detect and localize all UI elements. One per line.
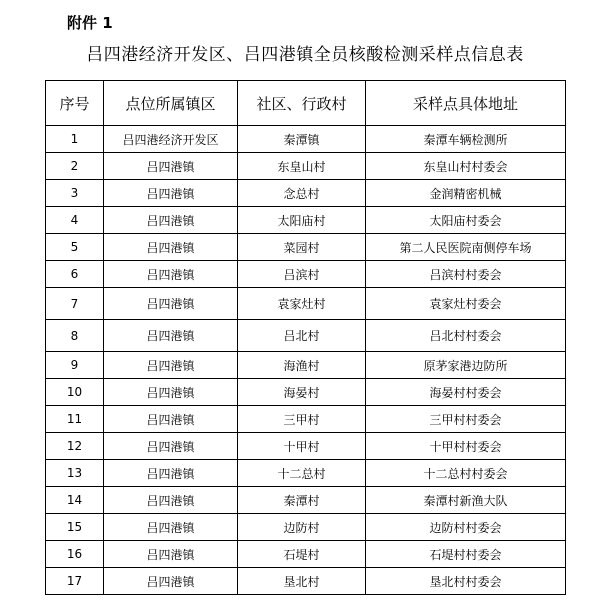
cell-address: 第二人民医院南侧停车场 xyxy=(366,234,566,261)
sampling-points-table xyxy=(45,80,566,595)
header-town: 点位所属镇区 xyxy=(104,81,238,126)
attachment-label: 附件 1 xyxy=(67,14,113,32)
cell-address: 垦北村村委会 xyxy=(366,568,566,595)
cell-town: 吕四港镇 xyxy=(104,379,238,406)
cell-village: 秦潭村 xyxy=(238,487,366,514)
cell-village: 东皇山村 xyxy=(238,153,366,180)
cell-index: 16 xyxy=(46,541,104,568)
table-row xyxy=(46,568,566,595)
table-row xyxy=(46,320,566,352)
header-address: 采样点具体地址 xyxy=(366,81,566,126)
cell-town: 吕四港镇 xyxy=(104,288,238,320)
cell-index: 9 xyxy=(46,352,104,379)
cell-town: 吕四港镇 xyxy=(104,153,238,180)
table-row xyxy=(46,261,566,288)
cell-address: 吕北村村委会 xyxy=(366,320,566,352)
cell-village: 吕北村 xyxy=(238,320,366,352)
cell-index: 5 xyxy=(46,234,104,261)
cell-village: 海晏村 xyxy=(238,379,366,406)
cell-address: 海晏村村委会 xyxy=(366,379,566,406)
header-index: 序号 xyxy=(46,81,104,126)
cell-town: 吕四港镇 xyxy=(104,460,238,487)
cell-address: 东皇山村村委会 xyxy=(366,153,566,180)
table-row xyxy=(46,288,566,320)
cell-village: 三甲村 xyxy=(238,406,366,433)
cell-index: 13 xyxy=(46,460,104,487)
table-row xyxy=(46,180,566,207)
cell-town: 吕四港镇 xyxy=(104,207,238,234)
cell-town: 吕四港镇 xyxy=(104,568,238,595)
cell-village: 十二总村 xyxy=(238,460,366,487)
cell-index: 2 xyxy=(46,153,104,180)
cell-town: 吕四港镇 xyxy=(104,433,238,460)
table-row xyxy=(46,379,566,406)
table-row xyxy=(46,541,566,568)
cell-index: 3 xyxy=(46,180,104,207)
cell-village: 十甲村 xyxy=(238,433,366,460)
table-row xyxy=(46,153,566,180)
cell-address: 秦潭车辆检测所 xyxy=(366,126,566,153)
cell-index: 8 xyxy=(46,320,104,352)
cell-village: 念总村 xyxy=(238,180,366,207)
cell-address: 秦潭村新渔大队 xyxy=(366,487,566,514)
document-title: 吕四港经济开发区、吕四港镇全员核酸检测采样点信息表 xyxy=(86,45,524,65)
table-row xyxy=(46,126,566,153)
cell-village: 石堤村 xyxy=(238,541,366,568)
cell-index: 17 xyxy=(46,568,104,595)
cell-index: 4 xyxy=(46,207,104,234)
cell-address: 金润精密机械 xyxy=(366,180,566,207)
cell-address: 原茅家港边防所 xyxy=(366,352,566,379)
cell-address: 边防村村委会 xyxy=(366,514,566,541)
cell-village: 袁家灶村 xyxy=(238,288,366,320)
cell-address: 三甲村村委会 xyxy=(366,406,566,433)
table-header-row xyxy=(46,81,566,126)
cell-index: 14 xyxy=(46,487,104,514)
cell-town: 吕四港镇 xyxy=(104,320,238,352)
cell-town: 吕四港镇 xyxy=(104,234,238,261)
cell-town: 吕四港镇 xyxy=(104,180,238,207)
cell-town: 吕四港镇 xyxy=(104,487,238,514)
table-row xyxy=(46,406,566,433)
cell-address: 十甲村村委会 xyxy=(366,433,566,460)
cell-index: 1 xyxy=(46,126,104,153)
cell-town: 吕四港镇 xyxy=(104,514,238,541)
cell-index: 15 xyxy=(46,514,104,541)
cell-village: 边防村 xyxy=(238,514,366,541)
table-row xyxy=(46,433,566,460)
cell-town: 吕四港经济开发区 xyxy=(104,126,238,153)
table-row xyxy=(46,207,566,234)
cell-address: 十二总村村委会 xyxy=(366,460,566,487)
cell-village: 菜园村 xyxy=(238,234,366,261)
table-row xyxy=(46,352,566,379)
table-row xyxy=(46,487,566,514)
cell-town: 吕四港镇 xyxy=(104,261,238,288)
cell-index: 7 xyxy=(46,288,104,320)
cell-village: 垦北村 xyxy=(238,568,366,595)
cell-address: 石堤村村委会 xyxy=(366,541,566,568)
cell-index: 11 xyxy=(46,406,104,433)
cell-town: 吕四港镇 xyxy=(104,352,238,379)
cell-village: 吕滨村 xyxy=(238,261,366,288)
cell-village: 海渔村 xyxy=(238,352,366,379)
header-village: 社区、行政村 xyxy=(238,81,366,126)
cell-town: 吕四港镇 xyxy=(104,541,238,568)
cell-town: 吕四港镇 xyxy=(104,406,238,433)
cell-address: 太阳庙村委会 xyxy=(366,207,566,234)
table-row xyxy=(46,234,566,261)
table-row xyxy=(46,460,566,487)
cell-index: 12 xyxy=(46,433,104,460)
cell-address: 袁家灶村委会 xyxy=(366,288,566,320)
cell-address: 吕滨村村委会 xyxy=(366,261,566,288)
cell-index: 6 xyxy=(46,261,104,288)
cell-index: 10 xyxy=(46,379,104,406)
table-row xyxy=(46,514,566,541)
cell-village: 秦潭镇 xyxy=(238,126,366,153)
cell-village: 太阳庙村 xyxy=(238,207,366,234)
